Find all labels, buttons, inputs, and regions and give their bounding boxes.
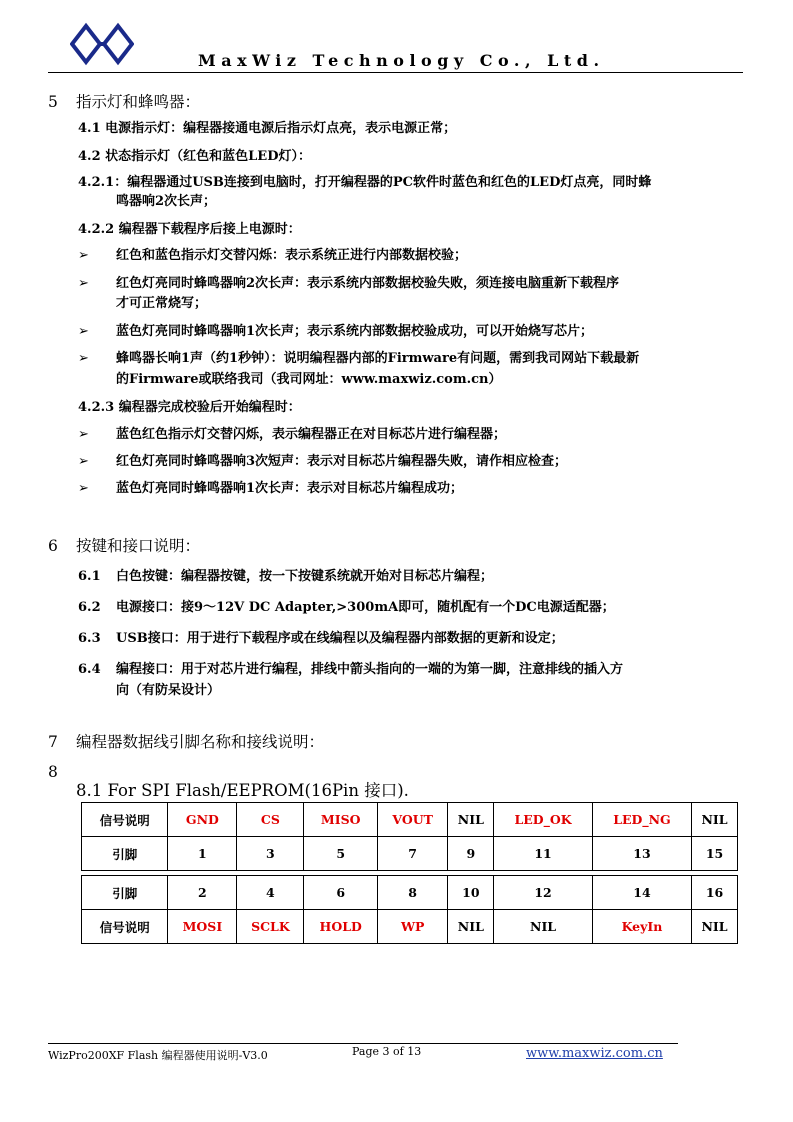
table-row [82, 803, 738, 837]
section-number: 6 [48, 537, 58, 555]
pin-table [81, 802, 738, 944]
section-title: 按键和接口说明： [76, 537, 201, 555]
arrow-bullet-icon: ➢ [78, 324, 89, 339]
table-cell: MISO [304, 803, 377, 837]
table-cell: NIL [692, 910, 738, 944]
table-cell: 9 [448, 837, 494, 871]
table-cell: HOLD [304, 910, 377, 944]
arrow-bullet-icon: ➢ [78, 481, 89, 496]
table-cell: 4 [237, 876, 304, 910]
arrow-bullet-icon: ➢ [78, 276, 89, 291]
para-6-3: 6.3 USB接口：用于进行下载程序或在线编程以及编程器内部数据的更新和设定； [78, 631, 564, 646]
table-cell: WP [377, 910, 447, 944]
table-cell: 信号说明 [82, 803, 168, 837]
table-cell: 5 [304, 837, 377, 871]
section-title: 编程器数据线引脚名称和接线说明： [76, 733, 325, 751]
table-cell: 12 [494, 876, 593, 910]
table-cell: 11 [494, 837, 593, 871]
bullet-item: ➢ 蜂鸣器长响1声（约1秒钟）：说明编程器内部的Firmware有问题，需到我司网站下载最新 [78, 349, 639, 369]
table-cell: 1 [168, 837, 237, 871]
table-cell: NIL [448, 803, 494, 837]
table-cell: 10 [448, 876, 494, 910]
arrow-bullet-icon: ➢ [78, 351, 89, 366]
table-cell: NIL [494, 910, 593, 944]
para-6-1: 6.1 白色按键：编程器按键，按一下按键系统就开始对目标芯片编程； [78, 569, 494, 584]
table-cell: 16 [692, 876, 738, 910]
table-cell: 13 [592, 837, 691, 871]
table-cell: LED_OK [494, 803, 593, 837]
footer-document-title: WizPro200XF Flash 编程器使用说明-V3.0 [48, 1049, 268, 1062]
table-cell: 14 [592, 876, 691, 910]
table-row [82, 876, 738, 910]
table-cell: 信号说明 [82, 910, 168, 944]
section-7-heading [48, 732, 324, 752]
table-cell: SCLK [237, 910, 304, 944]
section-8-number: 8 [48, 763, 58, 781]
para-6-4: 6.4 编程接口：用于对芯片进行编程，排线中箭头指向的一端的为第一脚，注意排线的插入方 [78, 662, 624, 677]
arrow-bullet-icon: ➢ [78, 454, 89, 469]
para-4-2-1-cont: 鸣器响2次长声； [116, 194, 217, 209]
bullet-item: ➢ 红色和蓝色指示灯交替闪烁：表示系统正进行内部数据校验； [78, 246, 467, 266]
table-cell: VOUT [377, 803, 447, 837]
table-cell: NIL [448, 910, 494, 944]
bullet-item: ➢ 红色灯亮同时蜂鸣器响2次长声：表示系统内部数据校验失败，须连接电脑重新下载程序 [78, 274, 619, 294]
table-cell: 7 [377, 837, 447, 871]
company-name: MaxWiz Technology Co., Ltd. [198, 51, 605, 70]
table-cell: KeyIn [592, 910, 691, 944]
table-cell: 引脚 [82, 837, 168, 871]
section-8-1-title: 8.1 For SPI Flash/EEPROM(16Pin 接口). [76, 781, 409, 800]
table-cell: MOSI [168, 910, 237, 944]
maxwiz-logo [70, 22, 134, 66]
table-cell: 引脚 [82, 876, 168, 910]
table-cell: LED_NG [592, 803, 691, 837]
table-cell: NIL [692, 803, 738, 837]
section-number: 7 [48, 733, 58, 751]
footer-rule [48, 1043, 678, 1044]
para-4-1: 4.1 电源指示灯：编程器接通电源后指示灯点亮，表示电源正常； [78, 121, 457, 136]
para-4-2-2: 4.2.2 编程器下载程序后接上电源时： [78, 222, 301, 237]
footer-page-number: Page 3 of 13 [352, 1045, 422, 1058]
table-cell: GND [168, 803, 237, 837]
table-cell: CS [237, 803, 304, 837]
para-4-2: 4.2 状态指示灯（红色和蓝色LED灯）： [78, 149, 311, 164]
section-6-heading [48, 536, 200, 556]
para-6-4-cont: 向（有防呆设计） [116, 683, 221, 698]
header-rule [48, 72, 743, 73]
bullet-item-cont: 才可正常烧写； [116, 296, 208, 311]
table-cell: 3 [237, 837, 304, 871]
section-title: 指示灯和蜂鸣器： [76, 93, 201, 111]
arrow-bullet-icon: ➢ [78, 248, 89, 263]
table-row [82, 910, 738, 944]
para-6-2: 6.2 电源接口：接9～12V DC Adapter,>300mA即可，随机配有一个DC电源适配器； [78, 600, 615, 615]
table-cell: 6 [304, 876, 377, 910]
bullet-item: ➢ 蓝色灯亮同时蜂鸣器响1次长声：表示对目标芯片编程成功； [78, 479, 463, 499]
table-row [82, 837, 738, 871]
footer-website-link[interactable]: www.maxwiz.com.cn [526, 1046, 663, 1061]
bullet-item-cont: 的Firmware或联络我司（我司网址：www.maxwiz.com.cn） [116, 372, 502, 387]
arrow-bullet-icon: ➢ [78, 427, 89, 442]
bullet-item: ➢ 蓝色红色指示灯交替闪烁，表示编程器正在对目标芯片进行编程器； [78, 425, 506, 445]
para-4-2-1: 4.2.1：编程器通过USB连接到电脑时，打开编程器的PC软件时蓝色和红色的LED灯点亮，同时蜂 [78, 175, 652, 190]
section-number: 5 [48, 93, 58, 111]
section-5-heading [48, 92, 200, 112]
table-cell: 15 [692, 837, 738, 871]
bullet-item: ➢ 蓝色灯亮同时蜂鸣器响1次长声；表示系统内部数据校验成功，可以开始烧写芯片； [78, 322, 593, 342]
table-cell: 8 [377, 876, 447, 910]
para-4-2-3: 4.2.3 编程器完成校验后开始编程时： [78, 400, 301, 415]
bullet-item: ➢ 红色灯亮同时蜂鸣器响3次短声：表示对目标芯片编程器失败，请作相应检查； [78, 452, 567, 472]
table-cell: 2 [168, 876, 237, 910]
